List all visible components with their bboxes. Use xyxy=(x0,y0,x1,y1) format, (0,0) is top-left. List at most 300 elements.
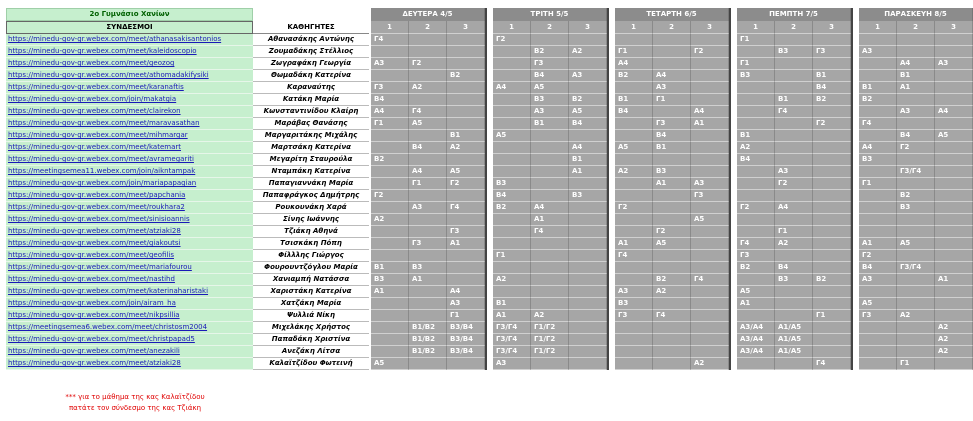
class-cell: Β4 xyxy=(813,82,851,94)
class-cell: Β3 xyxy=(615,298,653,310)
teacher-name: Παπαφράγκος Δημήτρης xyxy=(253,190,369,202)
meeting-link[interactable]: https://minedu-gov-gr.webex.com/meet/roukhara2 xyxy=(6,202,253,214)
class-cell: Γ3 xyxy=(653,118,691,130)
meeting-link[interactable]: https://minedu-gov-gr.webex.com/meet/christpapad5 xyxy=(6,334,253,346)
period-header: 2 xyxy=(897,21,935,34)
class-cell xyxy=(371,346,409,358)
class-cell: Α1 xyxy=(447,238,485,250)
meeting-link[interactable]: https://minedu-gov-gr.webex.com/meet/avramegariti xyxy=(6,154,253,166)
class-cell xyxy=(737,46,775,58)
class-cell: Α3 xyxy=(447,298,485,310)
class-cell xyxy=(493,106,531,118)
class-cell xyxy=(447,94,485,106)
class-cell: Γ4 xyxy=(775,106,813,118)
class-cell xyxy=(691,166,729,178)
class-cell xyxy=(447,214,485,226)
meeting-link[interactable]: https://minedu-gov-gr.webex.com/meet/kaleidoscopio xyxy=(6,46,253,58)
teacher-name: Ρουκουνάκη Χαρά xyxy=(253,202,369,214)
class-cell: Γ3 xyxy=(691,190,729,202)
class-cell: Α4 xyxy=(371,106,409,118)
class-cell xyxy=(447,82,485,94)
class-cell xyxy=(737,106,775,118)
class-cell: Γ1/Γ2 xyxy=(531,346,569,358)
class-cell xyxy=(409,286,447,298)
class-cell xyxy=(897,334,935,346)
class-cell xyxy=(691,82,729,94)
class-cell xyxy=(409,154,447,166)
class-cell: Β4 xyxy=(737,154,775,166)
day-header-thursday: ΠΕΜΠΤΗ 7/5 xyxy=(737,8,851,21)
class-cell xyxy=(935,202,973,214)
class-cell xyxy=(409,34,447,46)
class-cell: Γ4 xyxy=(531,226,569,238)
class-cell: Β3 xyxy=(737,70,775,82)
class-cell xyxy=(371,178,409,190)
meeting-link[interactable]: https://minedu-gov-gr.webex.com/meet/karanaftis xyxy=(6,82,253,94)
meeting-link[interactable]: https://minedu-gov-gr.webex.com/meet/mihmargar xyxy=(6,130,253,142)
class-cell xyxy=(531,130,569,142)
class-cell: Γ3/Γ4 xyxy=(897,262,935,274)
class-cell xyxy=(691,262,729,274)
class-cell: Α1 xyxy=(615,238,653,250)
teacher-name: Κατάκη Μαρία xyxy=(253,94,369,106)
table-row xyxy=(6,322,973,334)
class-cell xyxy=(737,82,775,94)
class-cell xyxy=(935,358,973,370)
class-cell xyxy=(447,262,485,274)
class-cell xyxy=(813,190,851,202)
class-cell xyxy=(859,70,897,82)
class-cell xyxy=(569,178,607,190)
class-cell: Β4 xyxy=(493,190,531,202)
class-cell: Α3/Α4 xyxy=(737,334,775,346)
class-cell xyxy=(737,358,775,370)
class-cell: Α2 xyxy=(737,142,775,154)
class-cell: Γ2 xyxy=(737,202,775,214)
meeting-link[interactable]: https://minedu-gov-gr.webex.com/meet/sinisioannis xyxy=(6,214,253,226)
class-cell: Β4 xyxy=(897,130,935,142)
class-cell: Γ2 xyxy=(447,178,485,190)
class-cell xyxy=(653,322,691,334)
class-cell xyxy=(935,154,973,166)
class-cell: Α1 xyxy=(531,214,569,226)
class-cell xyxy=(935,46,973,58)
class-cell: Α1 xyxy=(897,82,935,94)
class-cell xyxy=(447,34,485,46)
class-cell xyxy=(859,166,897,178)
class-cell: Γ4 xyxy=(653,310,691,322)
period-header: 3 xyxy=(569,21,607,34)
day-header-tuesday: ΤΡΙΤΗ 5/5 xyxy=(493,8,607,21)
class-cell: Β2 xyxy=(569,94,607,106)
class-cell: Γ3 xyxy=(813,46,851,58)
class-cell: Β1 xyxy=(653,142,691,154)
class-cell: Γ3 xyxy=(531,58,569,70)
day-header-wednesday: ΤΕΤΑΡΤΗ 6/5 xyxy=(615,8,729,21)
teacher-name: Ψυλλιά Νίκη xyxy=(253,310,369,322)
table-row xyxy=(6,214,973,226)
meeting-link[interactable]: https://meetingsemea6.webex.com/meet/christosm2004 xyxy=(6,322,253,334)
class-cell xyxy=(935,214,973,226)
class-cell xyxy=(775,58,813,70)
class-cell xyxy=(615,358,653,370)
class-cell: Α3 xyxy=(859,274,897,286)
class-cell xyxy=(897,226,935,238)
class-cell: Α5 xyxy=(447,166,485,178)
class-cell: Α1/Α5 xyxy=(775,346,813,358)
class-cell: Β4 xyxy=(371,94,409,106)
class-cell xyxy=(737,166,775,178)
class-cell: Α1/Α5 xyxy=(775,322,813,334)
class-cell xyxy=(569,238,607,250)
class-cell xyxy=(653,34,691,46)
class-cell xyxy=(813,178,851,190)
meeting-link[interactable]: https://minedu-gov-gr.webex.com/meet/giakoutsi xyxy=(6,238,253,250)
class-cell: Γ1 xyxy=(859,178,897,190)
class-cell: Β4 xyxy=(409,142,447,154)
class-cell xyxy=(531,154,569,166)
class-cell xyxy=(447,274,485,286)
class-cell: Γ2 xyxy=(813,118,851,130)
class-cell xyxy=(935,82,973,94)
class-cell xyxy=(531,238,569,250)
class-cell: Β1 xyxy=(897,70,935,82)
class-cell: Α1 xyxy=(859,238,897,250)
class-cell: Γ2 xyxy=(653,226,691,238)
class-cell xyxy=(935,190,973,202)
class-cell: Α3 xyxy=(493,358,531,370)
day-header-friday: ΠΑΡΑΣΚΕΥΗ 8/5 xyxy=(859,8,973,21)
class-cell: Α5 xyxy=(691,214,729,226)
footnote xyxy=(55,392,215,414)
class-cell: Γ4 xyxy=(615,250,653,262)
class-cell xyxy=(569,202,607,214)
class-cell xyxy=(775,214,813,226)
schedule-rows xyxy=(6,34,973,370)
meeting-link[interactable]: https://minedu-gov-gr.webex.com/meet/katemart xyxy=(6,142,253,154)
class-cell xyxy=(615,190,653,202)
class-cell: Α4 xyxy=(531,202,569,214)
class-cell: Α3/Α4 xyxy=(737,346,775,358)
meeting-link[interactable]: https://minedu-gov-gr.webex.com/meet/athomadakifysiki xyxy=(6,70,253,82)
class-cell xyxy=(493,142,531,154)
meeting-link[interactable]: https://minedu-gov-gr.webex.com/meet/katerinaharistaki xyxy=(6,286,253,298)
class-cell: Β1/Β2 xyxy=(409,346,447,358)
class-cell: Β1 xyxy=(531,118,569,130)
period-header: 1 xyxy=(859,21,897,34)
class-cell xyxy=(859,286,897,298)
class-cell xyxy=(569,262,607,274)
class-cell xyxy=(531,358,569,370)
meeting-link[interactable]: https://minedu-gov-gr.webex.com/meet/atziaki28 xyxy=(6,358,253,370)
class-cell xyxy=(813,214,851,226)
class-cell: Γ2 xyxy=(409,58,447,70)
class-cell xyxy=(531,178,569,190)
class-cell: Α4 xyxy=(569,142,607,154)
class-cell: Γ1 xyxy=(813,310,851,322)
class-cell: Α2 xyxy=(935,346,973,358)
class-cell xyxy=(493,286,531,298)
class-cell: Γ1/Γ2 xyxy=(531,334,569,346)
class-cell xyxy=(935,298,973,310)
meeting-link[interactable]: https://minedu-gov-gr.webex.com/meet/mariafourou xyxy=(6,262,253,274)
table-row xyxy=(6,286,973,298)
class-cell xyxy=(691,298,729,310)
class-cell: Β3 xyxy=(653,166,691,178)
teacher-name: Παπαγιαννάκη Μαρία xyxy=(253,178,369,190)
class-cell xyxy=(691,346,729,358)
class-cell xyxy=(775,358,813,370)
class-cell xyxy=(371,46,409,58)
class-cell xyxy=(447,58,485,70)
meeting-link[interactable]: https://minedu-gov-gr.webex.com/meet/maravasathan xyxy=(6,118,253,130)
schedule-sheet xyxy=(6,8,973,370)
table-row xyxy=(6,334,973,346)
meeting-link[interactable]: https://minedu-gov-gr.webex.com/join/airam_ha xyxy=(6,298,253,310)
class-cell xyxy=(691,250,729,262)
table-row xyxy=(6,262,973,274)
class-cell xyxy=(615,274,653,286)
class-cell xyxy=(813,34,851,46)
class-cell xyxy=(935,310,973,322)
class-cell: Α4 xyxy=(775,202,813,214)
table-row xyxy=(6,202,973,214)
class-cell: Β4 xyxy=(569,118,607,130)
meeting-link[interactable]: https://minedu-gov-gr.webex.com/join/mariapapagian xyxy=(6,178,253,190)
class-cell: Α1 xyxy=(493,310,531,322)
class-cell xyxy=(859,334,897,346)
class-cell xyxy=(615,118,653,130)
class-cell xyxy=(531,298,569,310)
class-cell: Α5 xyxy=(371,358,409,370)
class-cell xyxy=(897,178,935,190)
class-cell xyxy=(935,286,973,298)
class-cell xyxy=(691,310,729,322)
class-cell: Γ2 xyxy=(897,142,935,154)
class-cell xyxy=(775,190,813,202)
class-cell xyxy=(691,70,729,82)
class-cell xyxy=(897,322,935,334)
class-cell: Α3 xyxy=(569,70,607,82)
meeting-link[interactable]: https://minedu-gov-gr.webex.com/meet/geofilis xyxy=(6,250,253,262)
class-cell xyxy=(409,70,447,82)
table-row xyxy=(6,298,973,310)
class-cell xyxy=(935,178,973,190)
class-cell xyxy=(531,142,569,154)
class-cell: Β2 xyxy=(653,274,691,286)
teacher-name: Χατζάκη Μαρία xyxy=(253,298,369,310)
class-cell xyxy=(531,250,569,262)
class-cell xyxy=(935,142,973,154)
class-cell xyxy=(447,154,485,166)
class-cell xyxy=(615,154,653,166)
period-header: 3 xyxy=(691,21,729,34)
class-cell: Γ2 xyxy=(775,178,813,190)
teacher-name: Ζουμαδάκης Στέλλιος xyxy=(253,46,369,58)
teacher-name: Νταμπάκη Κατερίνα xyxy=(253,166,369,178)
class-cell: Γ1 xyxy=(409,178,447,190)
table-row xyxy=(6,94,973,106)
period-header: 1 xyxy=(493,21,531,34)
class-cell: Β3 xyxy=(493,178,531,190)
class-cell xyxy=(569,322,607,334)
class-cell: Γ3 xyxy=(615,310,653,322)
class-cell xyxy=(531,274,569,286)
meeting-link[interactable]: https://minedu-gov-gr.webex.com/meet/nastihd xyxy=(6,274,253,286)
class-cell xyxy=(813,202,851,214)
class-cell xyxy=(409,358,447,370)
table-row xyxy=(6,226,973,238)
class-cell xyxy=(371,142,409,154)
teacher-name: Αθανασάκης Αντώνης xyxy=(253,34,369,46)
class-cell xyxy=(493,226,531,238)
class-cell: Α4 xyxy=(493,82,531,94)
class-cell xyxy=(569,334,607,346)
class-cell: Α1 xyxy=(691,118,729,130)
class-cell: Α2 xyxy=(409,82,447,94)
class-cell xyxy=(813,130,851,142)
meeting-link[interactable]: https://minedu-gov-gr.webex.com/meet/nikpsillia xyxy=(6,310,253,322)
header-row-days xyxy=(6,8,973,21)
class-cell: Α3 xyxy=(653,82,691,94)
class-cell: Α1/Α5 xyxy=(775,334,813,346)
class-cell: Β1 xyxy=(737,130,775,142)
class-cell: Α2 xyxy=(447,142,485,154)
class-cell: Γ1 xyxy=(615,46,653,58)
class-cell xyxy=(897,274,935,286)
meeting-link[interactable]: https://minedu-gov-gr.webex.com/join/makatgia xyxy=(6,94,253,106)
day-header-monday: ΔΕΥΤΕΡΑ 4/5 xyxy=(371,8,485,21)
class-cell: Β3 xyxy=(775,46,813,58)
class-cell xyxy=(493,166,531,178)
class-cell xyxy=(859,130,897,142)
class-cell: Β1 xyxy=(775,94,813,106)
class-cell: Γ1 xyxy=(653,94,691,106)
class-cell xyxy=(653,298,691,310)
footnote-line-1: *** για το μάθημα της κας Καλαϊτζίδου xyxy=(65,393,205,401)
class-cell: Γ1 xyxy=(897,358,935,370)
teacher-name: Παπαδάκη Χριστίνα xyxy=(253,334,369,346)
class-cell xyxy=(813,226,851,238)
class-cell xyxy=(691,154,729,166)
class-cell xyxy=(775,130,813,142)
class-cell xyxy=(935,70,973,82)
teacher-name: Ζωγραφάκη Γεωργία xyxy=(253,58,369,70)
class-cell xyxy=(569,214,607,226)
class-cell xyxy=(813,262,851,274)
class-cell xyxy=(615,82,653,94)
class-cell xyxy=(371,250,409,262)
class-cell: Β4 xyxy=(615,106,653,118)
class-cell: Α5 xyxy=(653,238,691,250)
class-cell: Α5 xyxy=(409,118,447,130)
class-cell xyxy=(813,298,851,310)
class-cell xyxy=(859,214,897,226)
class-cell xyxy=(615,214,653,226)
class-cell xyxy=(897,250,935,262)
class-cell xyxy=(859,106,897,118)
class-cell xyxy=(409,298,447,310)
teacher-name: Ανεζάκη Λίτσα xyxy=(253,346,369,358)
class-cell: Α5 xyxy=(859,298,897,310)
class-cell xyxy=(569,274,607,286)
table-row xyxy=(6,166,973,178)
class-cell: Α3/Α4 xyxy=(737,322,775,334)
class-cell: Β3 xyxy=(531,94,569,106)
class-cell xyxy=(775,34,813,46)
meeting-link[interactable]: https://minedu-gov-gr.webex.com/meet/atziaki28 xyxy=(6,226,253,238)
class-cell: Γ4 xyxy=(447,202,485,214)
class-cell xyxy=(813,286,851,298)
class-cell: Β4 xyxy=(775,262,813,274)
class-cell xyxy=(813,250,851,262)
class-cell xyxy=(493,238,531,250)
class-cell xyxy=(775,154,813,166)
class-cell: Α2 xyxy=(371,214,409,226)
class-cell: Β3/Β4 xyxy=(447,322,485,334)
class-cell: Α3 xyxy=(859,46,897,58)
meeting-link[interactable]: https://minedu-gov-gr.webex.com/meet/anezakili xyxy=(6,346,253,358)
class-cell xyxy=(447,106,485,118)
period-header: 2 xyxy=(531,21,569,34)
class-cell: Α5 xyxy=(935,130,973,142)
class-cell: Α4 xyxy=(447,286,485,298)
class-cell xyxy=(371,322,409,334)
meeting-link[interactable]: https://minedu-gov-gr.webex.com/meet/geozog xyxy=(6,58,253,70)
class-cell: Α3 xyxy=(691,178,729,190)
class-cell xyxy=(897,298,935,310)
class-cell xyxy=(775,310,813,322)
class-cell: Α5 xyxy=(737,286,775,298)
class-cell xyxy=(935,262,973,274)
class-cell: Α5 xyxy=(615,142,653,154)
class-cell: Β4 xyxy=(859,262,897,274)
table-row xyxy=(6,70,973,82)
class-cell xyxy=(859,34,897,46)
meeting-link[interactable]: https://minedu-gov-gr.webex.com/meet/clairekon xyxy=(6,106,253,118)
table-row xyxy=(6,310,973,322)
teacher-name: Φίλλλης Γιώργος xyxy=(253,250,369,262)
class-cell: Β1 xyxy=(813,70,851,82)
class-cell: Γ3 xyxy=(371,82,409,94)
class-cell: Β3 xyxy=(569,190,607,202)
meeting-link[interactable]: https://meetingsemea11.webex.com/join/aikntampak xyxy=(6,166,253,178)
class-cell: Γ1 xyxy=(775,226,813,238)
class-cell: Α1 xyxy=(935,274,973,286)
class-cell: Β1 xyxy=(447,130,485,142)
class-cell xyxy=(615,346,653,358)
class-cell xyxy=(569,226,607,238)
class-cell xyxy=(493,154,531,166)
class-cell xyxy=(813,58,851,70)
class-cell xyxy=(569,346,607,358)
class-cell xyxy=(737,226,775,238)
school-title: 2ο Γυμνάσιο Χανίων xyxy=(6,8,253,21)
class-cell xyxy=(569,58,607,70)
class-cell: Β2 xyxy=(859,94,897,106)
meeting-link[interactable]: https://minedu-gov-gr.webex.com/meet/athanasakisantonios xyxy=(6,34,253,46)
class-cell xyxy=(737,178,775,190)
class-cell xyxy=(409,226,447,238)
class-cell xyxy=(691,130,729,142)
class-cell xyxy=(935,118,973,130)
table-row xyxy=(6,154,973,166)
teacher-name: Σίνης Ιωάννης xyxy=(253,214,369,226)
table-row xyxy=(6,274,973,286)
meeting-link[interactable]: https://minedu-gov-gr.webex.com/meet/papchania xyxy=(6,190,253,202)
period-header: 3 xyxy=(935,21,973,34)
class-cell xyxy=(569,82,607,94)
